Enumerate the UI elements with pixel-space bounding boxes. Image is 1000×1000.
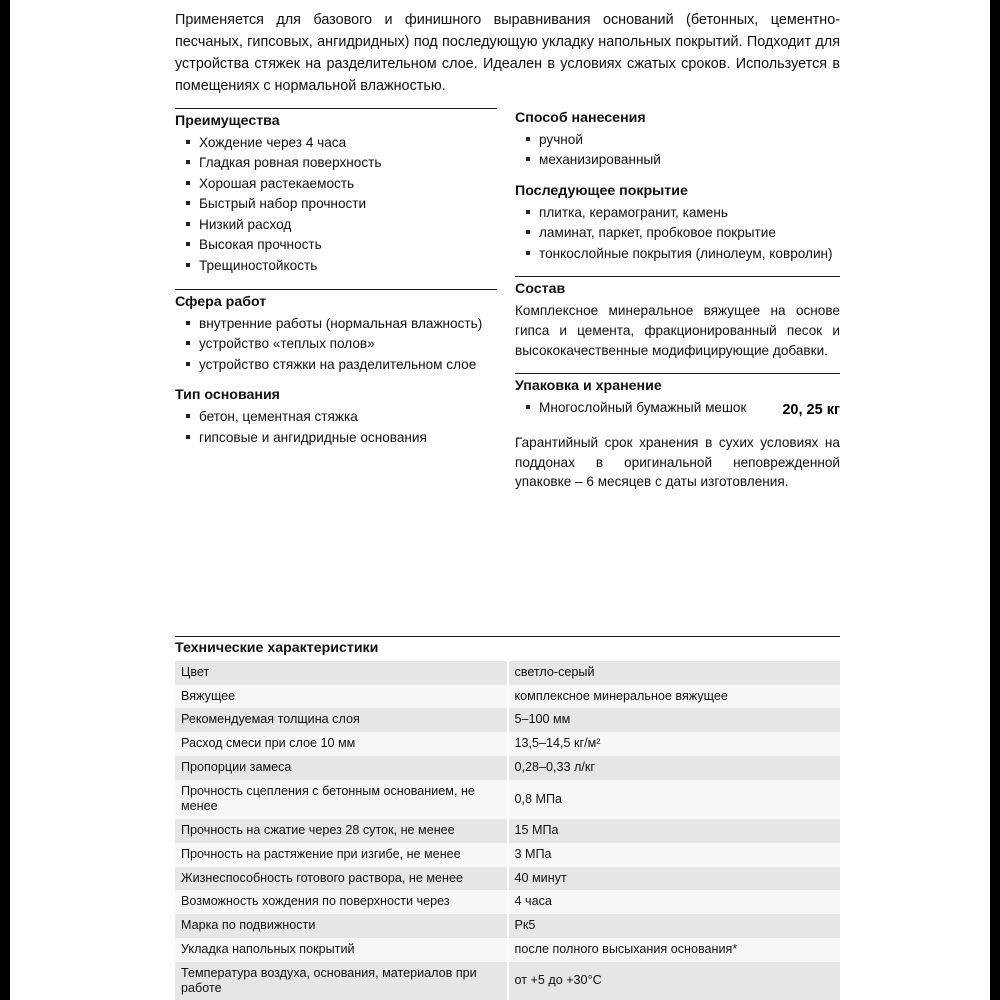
spec-value: 5–100 мм <box>508 708 841 732</box>
scope-list <box>175 314 497 375</box>
divider <box>515 373 840 374</box>
packaging-amount: 20, 25 кг <box>782 402 840 419</box>
application-list <box>515 130 840 170</box>
spec-key: Пропорции замеса <box>175 756 508 780</box>
scope-block <box>175 289 497 375</box>
spec-value: светло-серый <box>508 661 841 685</box>
spec-key: Жизнеспособность готового раствора, не менее <box>175 867 508 891</box>
spec-key: Прочность на растяжение при изгибе, не менее <box>175 843 508 867</box>
advantages-title: Преимущества <box>175 112 280 129</box>
spec-key: Возможность хождения по поверхности через <box>175 890 508 914</box>
list-item: бетон, цементная стяжка <box>185 407 497 427</box>
spec-key: Вяжущее <box>175 685 508 709</box>
spec-key: Цвет <box>175 661 508 685</box>
specs-table <box>175 661 840 1000</box>
document-body <box>175 10 840 505</box>
spec-value: 15 МПа <box>508 819 841 843</box>
packaging-title: Упаковка и хранение <box>515 378 662 395</box>
list-item: Низкий расход <box>185 215 497 235</box>
divider <box>175 289 497 290</box>
spec-value: 3 МПа <box>508 843 841 867</box>
spec-key: Рекомендуемая толщина слоя <box>175 708 508 732</box>
composition-block <box>515 276 840 360</box>
spec-value: от +5 до +30°С <box>508 962 841 1000</box>
storage-text: Гарантийный срок хранения в сухих условиях на поддонах в оригинальной неповрежденной упаковке – 6 месяцев с даты изготовления. <box>515 435 840 490</box>
list-item: гипсовые и ангидридные основания <box>185 428 497 448</box>
table-row <box>175 661 840 685</box>
base-type-block <box>175 387 497 447</box>
table-row <box>175 685 840 709</box>
list-item: плитка, керамогранит, камень <box>525 203 840 223</box>
specs-section <box>175 636 840 1000</box>
two-column-area <box>175 108 840 506</box>
spec-key: Расход смеси при слое 10 мм <box>175 732 508 756</box>
packaging-list <box>515 398 746 419</box>
list-item: Многослойный бумажный мешок <box>525 398 746 418</box>
specs-title: Технические характеристики <box>175 640 379 656</box>
base-type-list <box>175 407 497 447</box>
left-column <box>175 108 515 506</box>
spec-value: 4 часа <box>508 890 841 914</box>
list-item: устройство «теплых полов» <box>185 334 497 354</box>
spec-key: Прочность сцепления с бетонным основанием, не менее <box>175 780 508 819</box>
list-item: механизированный <box>525 150 840 170</box>
table-row <box>175 962 840 1000</box>
covering-list <box>515 203 840 264</box>
table-row <box>175 819 840 843</box>
document-page <box>10 0 990 1000</box>
packaging-row <box>515 398 840 419</box>
application-block <box>515 110 840 170</box>
spec-value: 40 минут <box>508 867 841 891</box>
list-item: Трещиностойкость <box>185 256 497 276</box>
spec-value: 0,28–0,33 л/кг <box>508 756 841 780</box>
spec-value: после полного высыхания основания* <box>508 938 841 962</box>
list-item: Высокая прочность <box>185 235 497 255</box>
spec-key: Температура воздуха, основания, материалов при работе <box>175 962 508 1000</box>
divider <box>175 108 497 109</box>
list-item: ламинат, паркет, пробковое покрытие <box>525 223 840 243</box>
base-type-title: Тип основания <box>175 387 280 404</box>
scope-title: Сфера работ <box>175 293 267 310</box>
divider <box>175 636 840 637</box>
table-row <box>175 732 840 756</box>
table-row <box>175 867 840 891</box>
advantages-block <box>175 108 497 276</box>
table-row <box>175 938 840 962</box>
list-item: Гладкая ровная поверхность <box>185 153 497 173</box>
composition-title: Состав <box>515 281 566 298</box>
list-item: Хождение через 4 часа <box>185 133 497 153</box>
spec-key: Марка по подвижности <box>175 914 508 938</box>
table-row <box>175 756 840 780</box>
spec-value: 0,8 МПа <box>508 780 841 819</box>
packaging-block <box>515 373 840 492</box>
composition-text: Комплексное минеральное вяжущее на основе гипса и цемента, фракционированный песок и высококачественные модифицирующие добавки. <box>515 303 840 358</box>
advantages-list <box>175 133 497 276</box>
list-item: Быстрый набор прочности <box>185 194 497 214</box>
application-title: Способ нанесения <box>515 109 646 126</box>
divider <box>515 276 840 277</box>
spec-key: Прочность на сжатие через 28 суток, не менее <box>175 819 508 843</box>
spec-value: Рк5 <box>508 914 841 938</box>
list-item: Хорошая растекаемость <box>185 174 497 194</box>
spec-key: Укладка напольных покрытий <box>175 938 508 962</box>
table-row <box>175 914 840 938</box>
intro-paragraph: Применяется для базового и финишного выравнивания оснований (бетонных, цементно-песчаных, гипсовых, ангидридных) под последующую укладку напольных покрытий. Подходит для устройства стяжек на разделительном слое. Идеален в условиях сжатых сроков. Используется в помещениях с нормальной влажностью. <box>175 12 840 94</box>
table-row <box>175 780 840 819</box>
right-column <box>515 108 840 506</box>
table-row <box>175 843 840 867</box>
table-row <box>175 890 840 914</box>
spec-value: комплексное минеральное вяжущее <box>508 685 841 709</box>
covering-title: Последующее покрытие <box>515 182 688 199</box>
list-item: тонкослойные покрытия (линолеум, ковролин) <box>525 244 840 264</box>
table-row <box>175 708 840 732</box>
list-item: устройство стяжки на разделительном слое <box>185 355 497 375</box>
spec-value: 13,5–14,5 кг/м² <box>508 732 841 756</box>
list-item: ручной <box>525 130 840 150</box>
list-item: внутренние работы (нормальная влажность) <box>185 314 497 334</box>
covering-block <box>515 183 840 264</box>
